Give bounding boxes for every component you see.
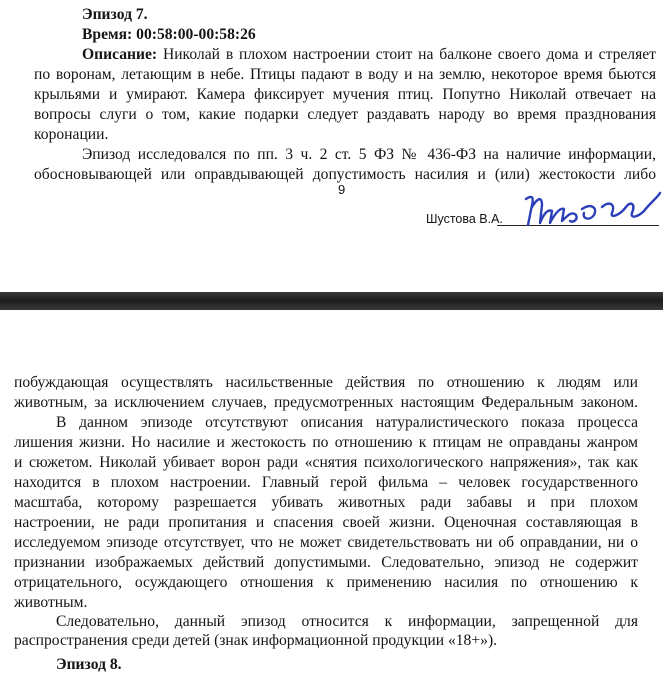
body-line-9: исследуемом эпизоде отсутствует, что не может свидетельствовать ни об оправдании, ни о <box>14 534 638 551</box>
research-line-2: обосновывающей или оправдывающей допустимость насилия и (или) жестокости либо <box>34 166 656 183</box>
next-episode-heading: Эпизод 8. <box>56 656 122 673</box>
episode-time: Время: 00:58:00-00:58:26 <box>82 26 256 43</box>
body-line-2: животным, за исключением случаев, предусмотренных настоящим Федеральным законом. <box>14 394 638 411</box>
description-line-3: крыльями и умирают. Камера фиксирует мучения птиц. Попутно Николай отвечает на <box>34 86 656 103</box>
body-line-8: настроении, не ради пропитания и спасения своей жизни. Оценочная составляющая в <box>14 514 638 531</box>
description-line-2: по воронам, летающим в небе. Птицы падают в воду и на землю, некоторое время бьются <box>34 66 656 83</box>
body-line-14: распространения среди детей (знак информационной продукции «18+»). <box>14 632 498 649</box>
page-number: 9 <box>338 182 346 197</box>
episode-title: Эпизод 7. <box>82 6 148 23</box>
handwritten-signature <box>512 185 662 235</box>
body-line-7: масштаба, которому разрешается убивать животных ради забавы и при плохом <box>14 494 638 511</box>
body-line-5: и сюжетом. Николай убивает ворон ради «снятия психологического напряжения», так как <box>14 454 638 471</box>
page-separator <box>0 292 663 310</box>
body-line-1: побуждающая осуществлять насильственные действия по отношению к людям или <box>14 374 638 391</box>
body-line-6: находится в плохом настроении. Главный герой фильма – человек государственного <box>14 474 638 491</box>
description-line-1: Описание: Николай в плохом настроении стоит на балконе своего дома и стреляет <box>82 46 656 63</box>
signer-name: Шустова В.А. <box>426 212 503 226</box>
body-line-11: отрицательного, осуждающего отношения к применению насилия по отношению к <box>14 574 638 591</box>
research-line-1: Эпизод исследовался по пп. 3 ч. 2 ст. 5 ФЗ № 436-ФЗ на наличие информации, <box>82 146 656 163</box>
body-line-13: Следовательно, данный эпизод относится к информации, запрещенной для <box>56 613 638 630</box>
body-line-10: признании изображаемых действий допустимыми. Следовательно, эпизод не содержит <box>14 554 638 571</box>
body-line-12: животным. <box>14 594 88 611</box>
body-line-4: лишения жизни. Но насилие и жестокость по отношению к птицам не оправданы жанром <box>14 434 638 451</box>
description-line-5: коронации. <box>34 126 109 143</box>
body-line-3: В данном эпизоде отсутствуют описания натуралистического показа процесса <box>56 414 638 431</box>
description-line-4: вопросы слуги о том, какие подарки следует раздавать народу во время празднования <box>34 106 656 123</box>
